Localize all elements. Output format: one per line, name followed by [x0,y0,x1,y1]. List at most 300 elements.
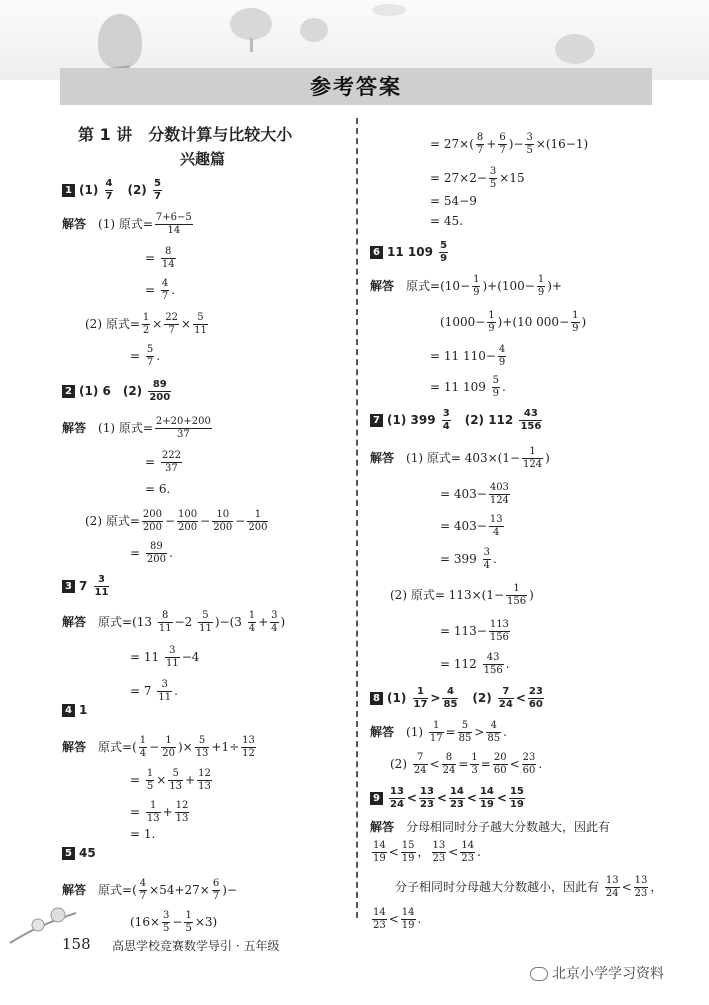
problem-number: 2 [62,385,75,398]
math-text: = [130,805,144,819]
denominator: 5 [185,923,192,934]
math-text: )− [222,883,237,897]
math-text: > [474,725,485,739]
denominator: 5 [489,179,497,190]
denominator: 9 [498,357,506,368]
denominator: 24 [498,699,513,710]
denominator: 12 [242,748,255,759]
numerator: 20 [493,752,507,763]
numerator: 5 [146,344,154,355]
math-text: (2) [115,183,151,197]
fraction [492,375,500,400]
math-text: (1) 6 (2) [79,384,147,398]
problem-number: 9 [370,792,383,805]
denominator: 23 [449,799,464,810]
solution-line [395,875,662,900]
book-title: 高思学校竞赛数学导引 · 五年级 [112,939,280,953]
math-text: + [162,805,173,819]
fraction [486,720,501,745]
denominator: 13 [195,748,209,759]
numerator: 5 [440,240,448,251]
fraction [161,735,176,760]
numerator: 3 [94,574,110,587]
math-text: +1÷ [211,740,240,754]
numerator: 13 [419,786,434,797]
math-text: ) [529,588,534,602]
numerator: 8 [158,610,173,623]
fraction [158,610,173,635]
math-text: − [200,514,211,528]
math-text: + [258,615,269,629]
math-text: . [417,912,422,926]
fraction [432,840,447,865]
math-text: = [480,757,491,771]
math-text: . [505,657,510,671]
numerator: 5 [492,375,500,386]
numerator: 23 [528,686,543,697]
numerator: 1 [146,768,154,779]
math-text: )+ [547,279,562,293]
math-text: − [172,915,183,929]
denominator: 24 [442,765,456,776]
denominator: 23 [373,920,386,931]
solution-line [430,214,463,228]
denominator: 7 [153,191,161,202]
numerator: 1 [522,446,543,459]
fraction [498,132,506,157]
numerator: 5 [458,720,473,733]
math-text: < [496,791,507,805]
fraction [162,910,170,935]
solution-line [85,509,270,534]
fraction [146,800,161,825]
solution-line [370,907,421,932]
numerator: 10 [212,509,233,522]
numerator: 3 [489,166,497,177]
fraction [483,547,491,572]
denominator: 60 [528,699,543,710]
math-text: = 45. [430,214,463,228]
solution-line [440,619,512,644]
math-text: (2) [390,757,411,771]
denominator: 3 [471,765,478,776]
fraction [429,720,444,745]
math-text: (1) [406,725,427,739]
problem-number: 5 [62,847,75,860]
denominator: 17 [429,733,443,744]
fraction [489,166,497,191]
answer-line [62,703,87,717]
math-text: (1) 原式= [98,217,153,231]
answer-line [370,240,450,265]
section-title: 兴趣篇 [180,150,226,168]
denominator: 37 [165,463,178,474]
fraction [439,240,448,265]
numerator: 1 [161,735,176,748]
solution-label: 解答 [62,883,87,897]
fraction [571,310,579,335]
denominator: 11 [94,587,109,598]
denominator: 11 [194,325,207,336]
numerator: 8 [161,246,176,259]
math-text: < [509,757,520,771]
solution-line [62,416,214,441]
solution-label: 解答 [370,451,395,465]
answer-line [62,574,111,599]
math-text: − [164,514,176,528]
math-text: ) [545,451,550,465]
numerator: 4 [161,278,169,289]
fraction [241,735,256,760]
numerator: 8 [476,132,484,143]
denominator: 7 [476,145,484,156]
denominator: 14 [167,225,181,236]
numerator: 1 [248,610,256,621]
numerator: 7+6−5 [155,212,192,223]
fraction [489,482,510,507]
math-text: × [156,773,167,787]
answer-line [62,846,96,860]
math-text: (1) [79,183,103,197]
fraction [389,786,405,811]
solution-line [62,878,237,903]
fraction [605,875,620,900]
denominator: 13 [146,813,160,824]
fraction [483,652,504,677]
numerator: 13 [605,875,619,886]
denominator: 4 [493,527,500,538]
numerator: 5 [198,610,213,623]
numerator: 3 [526,132,533,143]
fraction [161,450,182,475]
denominator: 60 [522,765,536,776]
math-text: + [185,773,196,787]
denominator: 9 [488,323,495,334]
denominator: 23 [419,799,434,810]
fraction [489,514,504,539]
numerator: 1 [506,583,527,596]
math-text: < [448,845,459,859]
math-text: (2) [460,691,496,705]
denominator: 7 [139,891,147,902]
denominator: 11 [158,623,172,634]
math-text: . [477,845,481,859]
fraction [401,907,416,932]
fraction [155,416,212,441]
math-text: . [174,684,178,698]
denominator: 24 [605,888,619,899]
denominator: 124 [523,459,543,470]
solution-line [430,375,506,400]
bush-icon [300,18,328,42]
fraction [493,752,508,777]
solution-label: 解答 [62,421,87,435]
denominator: 4 [442,421,450,432]
denominator: 17 [413,699,428,710]
denominator: 200 [248,522,268,533]
math-text: 1 [79,703,88,717]
denominator: 19 [509,799,524,810]
numerator: 1 [185,910,192,921]
numerator: 14 [373,907,386,918]
denominator: 4 [483,560,490,571]
denominator: 13 [198,781,211,792]
solution-line [370,818,610,835]
denominator: 7 [161,291,169,302]
fraction [105,178,114,203]
numerator: 43 [519,408,542,421]
math-text: (1) 原式= 403×(1− [406,451,521,465]
wechat-icon [530,967,548,981]
denominator: 200 [178,522,198,533]
numerator: 15 [401,840,415,851]
solution-line [62,610,285,635]
cartoon-character-icon [98,14,142,68]
answer-line [370,408,544,433]
numerator: 3 [483,547,490,558]
numerator: 5 [195,735,210,748]
numerator: 1 [537,274,545,285]
fraction [372,907,387,932]
solution-label: 解答 [62,217,87,231]
solution-line [430,132,588,157]
denominator: 7 [168,325,175,336]
numerator: 14 [401,907,415,918]
denominator: 200 [146,554,166,565]
math-text: = 11 109 [430,380,490,394]
solution-line [430,194,477,208]
fraction [525,132,533,157]
numerator: 1 [473,274,480,285]
numerator: 6 [212,878,220,889]
fraction [506,583,527,608]
fraction [522,752,537,777]
denominator: 19 [401,920,415,931]
numerator: 13 [390,786,404,797]
numerator: 1 [142,312,150,323]
denominator: 4 [139,748,147,759]
math-text: 原式=( [98,740,137,754]
math-text: × [181,317,192,331]
denominator: 23 [432,853,446,864]
fraction [247,509,268,534]
fraction [479,786,495,811]
solution-line [85,312,210,337]
math-text: 原式=(10− [406,279,471,293]
math-text: < [406,791,417,805]
math-text: = [145,251,159,265]
numerator: 222 [161,450,181,461]
fraction [164,312,179,337]
solution-line [370,446,550,471]
solution-line [145,450,184,475]
denominator: 156 [489,632,509,643]
fraction [139,878,147,903]
denominator: 11 [158,692,172,703]
fraction [449,786,465,811]
fraction [184,910,192,935]
math-text: (2) 原式= [85,317,140,331]
solution-line [62,735,258,760]
numerator: 200 [142,509,162,520]
fraction [161,246,176,271]
math-text: 11 109 [387,245,438,259]
denominator: 7 [499,145,506,156]
numerator: 3 [442,408,450,419]
math-text: (2) 原式= 113×(1− [390,588,505,602]
denominator: 9 [440,253,448,264]
numerator: 43 [483,652,504,665]
math-text: . [503,725,507,739]
fraction [177,509,198,534]
numerator: 7 [413,752,428,765]
denominator: 200 [213,522,233,533]
denominator: 24 [390,799,404,810]
numerator: 403 [489,482,509,493]
solution-line [145,278,175,303]
math-text: −2 [174,615,197,629]
fraction [155,212,193,237]
numerator: 1 [247,509,268,522]
denominator: 5 [163,923,170,934]
numerator: 1 [572,310,579,321]
fraction [212,509,233,534]
math-text: = [130,349,144,363]
fraction [248,610,256,635]
math-text: = 27×2− [430,171,487,185]
fraction [413,752,428,777]
denominator: 85 [458,733,472,744]
math-text: < [388,912,399,926]
math-text: )− [508,137,524,151]
math-text: (1) 399 [387,413,440,427]
numerator: 4 [442,686,458,699]
fraction [372,840,387,865]
numerator: 4 [139,878,147,889]
solution-line [130,800,191,825]
numerator: 14 [461,840,475,851]
fraction [168,768,183,793]
denominator: 20 [162,748,175,759]
denominator: 60 [493,765,507,776]
watermark-text: 北京小学学习资料 [552,966,664,982]
fraction [197,768,212,793]
numerator: 4 [498,344,506,355]
fraction [139,735,147,760]
fraction [193,312,208,337]
numerator: 8 [442,752,457,765]
fraction [528,686,544,711]
fraction [489,619,510,644]
fraction [472,274,480,299]
math-text: (2) 112 [452,413,518,427]
solution-line [145,246,178,271]
math-text: × [152,317,163,331]
fraction [498,686,514,711]
solution-line [145,482,170,496]
fraction [498,344,506,369]
denominator: 4 [271,623,278,634]
math-text: < [429,757,440,771]
math-text: . [492,552,497,566]
fraction [142,312,150,337]
fraction [146,768,154,793]
numerator: 1 [488,310,495,321]
numerator: 5 [193,312,208,325]
math-text: ， [650,880,663,894]
math-text: = 7 [130,684,156,698]
numerator: 1 [146,800,161,813]
math-text: < [436,791,447,805]
fraction [212,878,220,903]
math-text: = 403− [440,487,487,501]
fraction [634,875,649,900]
numerator: 22 [165,312,179,323]
fraction [175,800,190,825]
numerator: 14 [373,840,386,851]
numerator: 89 [146,541,167,554]
math-text: = [130,773,144,787]
denominator: 7 [146,357,154,368]
numerator: 14 [479,786,494,797]
solution-line [440,482,512,507]
solution-line [390,752,542,777]
numerator: 13 [432,840,446,851]
math-text: ×(16−1) [535,137,589,151]
math-text: < [466,791,477,805]
math-text: . [502,380,506,394]
math-text: )+(10 000− [497,315,570,329]
math-text: . [168,546,173,560]
fraction [413,686,429,711]
math-text: = [145,455,159,469]
denominator: 200 [149,392,171,403]
fraction [458,720,473,745]
solution-line [130,768,214,793]
fraction [442,408,451,433]
denominator: 156 [507,596,527,607]
numerator: 13 [634,875,648,886]
numerator: 3 [163,910,170,921]
math-text: = 6. [145,482,171,496]
math-text: )× [177,740,193,754]
math-text: ×3) [194,915,218,929]
math-text: < [621,880,632,894]
fraction [442,752,457,777]
math-text: = 11 [130,650,163,664]
math-text: ×15 [499,171,525,185]
solution-line [440,652,510,677]
math-text: = [145,283,159,297]
solution-line [430,166,525,191]
math-text: = 399 [440,552,481,566]
denominator: 14 [161,259,175,270]
numerator: 1 [139,735,147,746]
solution-line [390,583,534,608]
math-text: (2) 原式= [85,514,140,528]
denominator: 23 [634,888,648,899]
denominator: 200 [142,522,162,533]
numerator: 12 [175,800,189,811]
page-number: 158 [62,935,91,953]
denominator: 9 [537,287,545,298]
fraction [161,278,169,303]
denominator: 124 [489,495,509,506]
math-text: = 1. [130,827,156,841]
math-text: ×54+27× [149,883,210,897]
math-text: − [149,740,160,754]
fraction [470,752,478,777]
